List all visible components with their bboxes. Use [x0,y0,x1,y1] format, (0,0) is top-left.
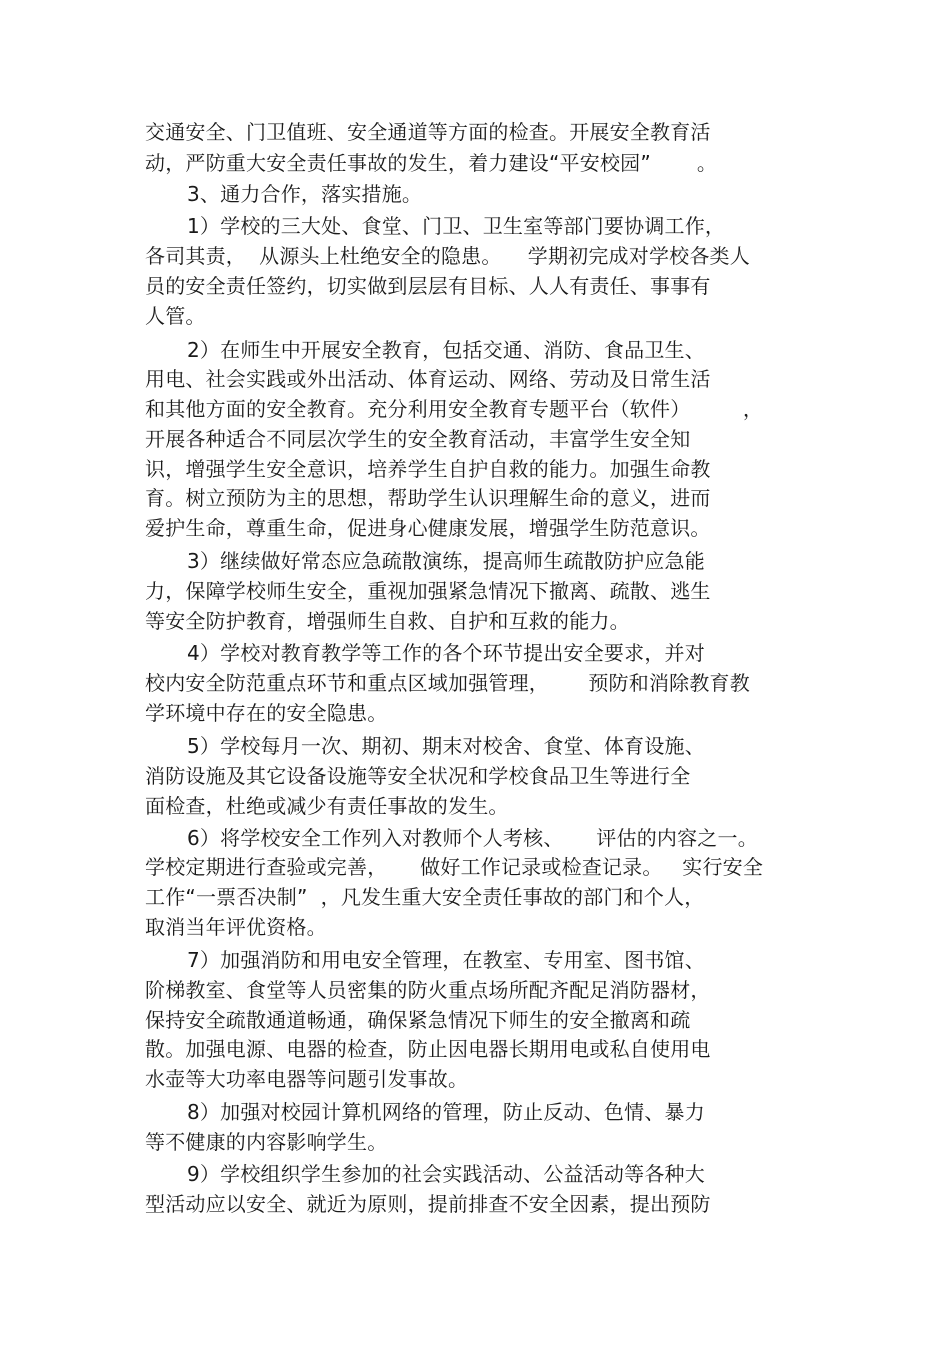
text-line: 用电、社会实践或外出活动、体育运动、网络、劳动及日常生活 [145,367,711,391]
text-line: 和其他方面的安全教育。充分利用安全教育专题平台（软件） ， [145,397,764,421]
text-line: 交通安全、门卫值班、安全通道等方面的检查。开展安全教育活 [145,120,711,144]
text-line: 爱护生命，尊重生命，促进身心健康发展，增强学生防范意识。 [145,516,711,540]
text-line: 取消当年评优资格。 [145,915,327,939]
text-line: 6）将学校安全工作列入对教师个人考核、 评估的内容之一。 [187,826,758,850]
text-line: 动，严防重大安全责任事故的发生，着力建设“平安校园” 。 [145,151,718,175]
text-line: 散。加强电源、电器的检查，防止因电器长期用电或私自使用电 [145,1037,711,1061]
text-line: 学环境中存在的安全隐患。 [145,701,388,725]
text-line: 育。树立预防为主的思想，帮助学生认识理解生命的意义，进而 [145,486,711,510]
text-line: 工作“一票否决制” ，凡发生重大安全责任事故的部门和个人， [145,885,705,909]
text-line: 识，增强学生安全意识，培养学生自护自救的能力。加强生命教 [145,457,711,481]
text-line: 1）学校的三大处、食堂、门卫、卫生室等部门要协调工作， [187,214,726,238]
text-line: 等安全防护教育，增强师生自救、自护和互救的能力。 [145,609,630,633]
text-line: 8）加强对校园计算机网络的管理，防止反动、色情、暴力 [187,1100,705,1124]
text-line: 开展各种适合不同层次学生的安全教育活动，丰富学生安全知 [145,427,691,451]
text-line: 等不健康的内容影响学生。 [145,1130,388,1154]
paragraph-heading: 3、通力合作，落实措施。 [187,182,423,206]
text-line: 消防设施及其它设备设施等安全状况和学校食品卫生等进行全 [145,764,691,788]
text-line: 校内安全防范重点环节和重点区域加强管理， 预防和消除教育教 [145,671,750,695]
text-line: 型活动应以安全、就近为原则，提前排查不安全因素，提出预防 [145,1192,711,1216]
text-line: 2）在师生中开展安全教育，包括交通、消防、食品卫生、 [187,338,705,362]
text-line: 5）学校每月一次、期初、期末对校舍、食堂、体育设施、 [187,734,705,758]
text-line: 学校定期进行查验或完善， 做好工作记录或检查记录。 实行安全 [145,855,764,879]
text-line: 9）学校组织学生参加的社会实践活动、公益活动等各种大 [187,1162,705,1186]
text-line: 力，保障学校师生安全，重视加强紧急情况下撤离、疏散、逃生 [145,579,711,603]
text-line: 员的安全责任签约，切实做到层层有目标、人人有责任、事事有 [145,274,711,298]
text-line: 4）学校对教育教学等工作的各个环节提出安全要求，并对 [187,641,705,665]
text-line: 3）继续做好常态应急疏散演练，提高师生疏散防护应急能 [187,549,705,573]
text-line: 面检查，杜绝或减少有责任事故的发生。 [145,794,509,818]
text-line: 保持安全疏散通道畅通，确保紧急情况下师生的安全撤离和疏 [145,1008,691,1032]
text-line: 人管。 [145,304,206,328]
text-line: 阶梯教室、食堂等人员密集的防火重点场所配齐配足消防器材， [145,978,711,1002]
text-line: 各司其责， 从源头上杜绝安全的隐患。 学期初完成对学校各类人 [145,244,750,268]
text-line: 水壶等大功率电器等问题引发事故。 [145,1067,469,1091]
text-line: 7）加强消防和用电安全管理，在教室、专用室、图书馆、 [187,948,705,972]
